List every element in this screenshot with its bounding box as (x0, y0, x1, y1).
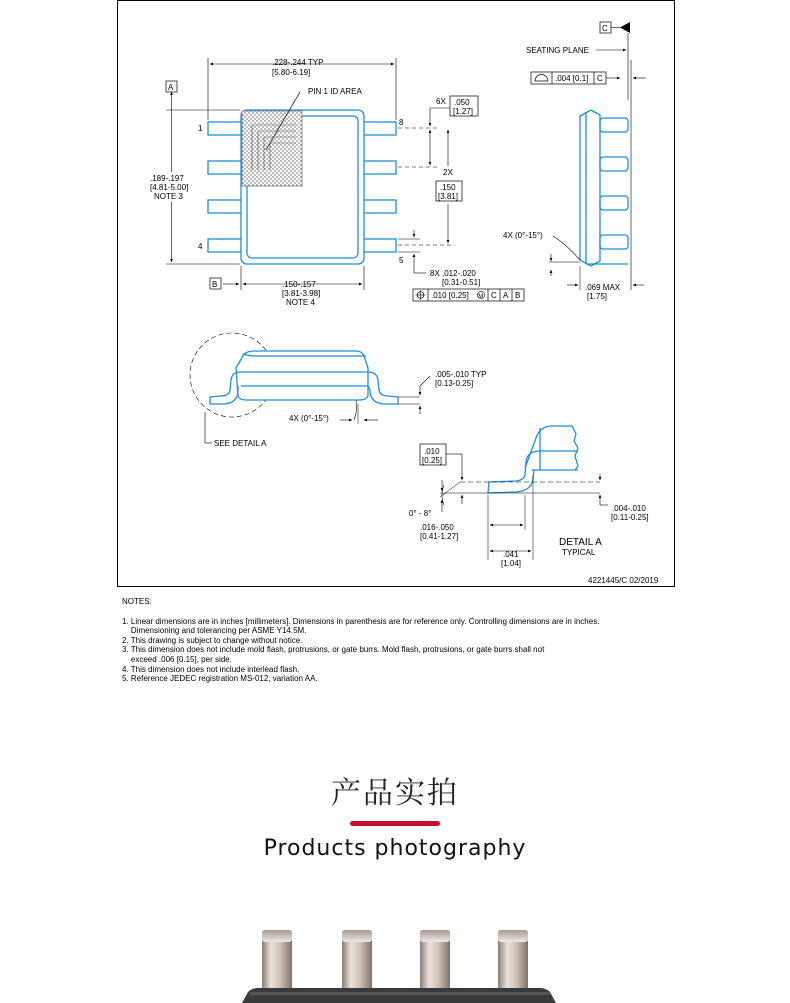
drawing-id: 4221445/C 02/2019 (588, 576, 659, 585)
datum-b: B (212, 280, 218, 289)
lead-left-4 (208, 239, 242, 252)
position-tol-ref-c: C (491, 291, 497, 300)
span-dim-mm: [3.81] (438, 192, 459, 201)
span-dim: .150 (440, 183, 456, 192)
standoff-dim-mm: [0.11-0.25] (611, 513, 649, 522)
angle-4x: 4X (0°-15°) (503, 231, 543, 240)
notes-title: NOTES: (122, 597, 152, 606)
lead-right-8 (362, 122, 396, 135)
flatness-ref: C (597, 74, 603, 83)
photo-section-header (0, 768, 790, 861)
pin-1-number: 1 (198, 124, 203, 133)
gage-dim: .010 (424, 447, 440, 456)
svg-text:M: M (478, 293, 484, 300)
position-tol-ref-b: B (515, 291, 521, 300)
photo-title-en: Products photography (263, 836, 527, 861)
datum-c: C (602, 24, 608, 33)
max-height-dim: .069 MAX (585, 283, 621, 292)
width-dim-mm: [5.80-6.19] (272, 68, 311, 77)
length-dim: .189-.197 (150, 174, 184, 183)
side-view-body (236, 351, 368, 400)
detail-a-title: DETAIL A (559, 537, 602, 548)
detail-a-view (409, 426, 649, 568)
note-line: Dimensioning and tolerancing per ASME Y14.5M. (122, 626, 307, 636)
notes-block (122, 597, 722, 684)
pitch-dim-mm: [1.27] (453, 107, 474, 116)
lead-width-dim-mm: [0.31-0.51] (442, 278, 481, 287)
detail-a-body (525, 426, 578, 470)
see-detail-label: SEE DETAIL A (214, 439, 267, 448)
note-line: 5. Reference JEDEC registration MS-012, variation AA. (122, 674, 318, 684)
datum-a: A (168, 83, 174, 92)
body-width-dim: .150-.157 (282, 280, 316, 289)
lead-right-6 (362, 200, 396, 213)
chip-leads (262, 930, 528, 992)
length-dim-mm: [4.81-5.00] (150, 183, 189, 192)
flatness-value: .004 [0.1] (555, 74, 589, 83)
lead-right-5 (362, 239, 396, 252)
note-line: 4. This dimension does not include interlead flash. (122, 664, 300, 674)
note-line: 1. Linear dimensions are in inches [millimeters]. Dimensions in parenthesis are for reference only. Controlling dimensions are in inches. (122, 616, 600, 626)
lead-left-2 (208, 161, 242, 174)
foot-length-dim-mm: [0.41-1.27] (420, 532, 459, 541)
note-line: 2. This drawing is subject to change without notice. (122, 635, 303, 645)
angle-4x-side: 4X (0°-15°) (289, 414, 329, 423)
side-view (190, 333, 486, 448)
photo-title-zh: 产品实拍 (331, 776, 459, 811)
lead-thickness-dim: .005-.010 TYP (435, 370, 487, 379)
standoff-dim: .004-.010 (612, 504, 646, 513)
lead-right-7 (362, 161, 396, 174)
note-line: 3. This dimension does not include mold flash, protrusions, or gate burrs. Mold flash, protrusions, or gate burrs shall not (122, 645, 545, 655)
span-count: 2X (443, 168, 453, 177)
width-dim: .228-.244 TYP (272, 58, 324, 67)
body-width-dim-mm: [3.81-3.98] (282, 289, 321, 298)
pin-5-number: 5 (399, 256, 404, 265)
detail-a-subtitle: TYPICAL (562, 548, 596, 557)
footprint-dim: .041 (503, 550, 519, 559)
gage-dim-mm: [0.25] (422, 456, 443, 465)
lead-left-3 (208, 200, 242, 213)
foot-angle: 0° - 8° (409, 509, 432, 518)
pitch-dim: .050 (454, 98, 470, 107)
body-width-note: NOTE 4 (286, 298, 315, 307)
lead-left-1 (208, 122, 242, 135)
lead-width-dim: 8X .012-.020 (430, 269, 476, 278)
length-note: NOTE 3 (154, 192, 183, 201)
pitch-count: 6X (436, 97, 446, 106)
pin1-label: PIN 1 ID AREA (308, 87, 362, 96)
position-tol-ref-a: A (503, 291, 509, 300)
accent-bar (350, 821, 440, 826)
position-tol-value: .010 [0.25] (431, 291, 469, 300)
note-line: exceed .006 [0.15], per side. (122, 654, 232, 664)
end-view (503, 22, 646, 301)
product-photo (0, 900, 790, 1003)
footprint-dim-mm: [1.04] (501, 559, 522, 568)
seating-plane-label: SEATING PLANE (526, 46, 589, 55)
foot-length-dim: .016-.050 (420, 523, 454, 532)
pin-4-number: 4 (198, 242, 203, 251)
pin-8-number: 8 (399, 118, 404, 127)
chip-body (242, 988, 556, 1003)
lead-thickness-dim-mm: [0.13-0.25] (435, 379, 474, 388)
top-view (145, 58, 524, 307)
max-height-dim-mm: [1.75] (587, 292, 608, 301)
pin1-id-area (242, 111, 302, 186)
